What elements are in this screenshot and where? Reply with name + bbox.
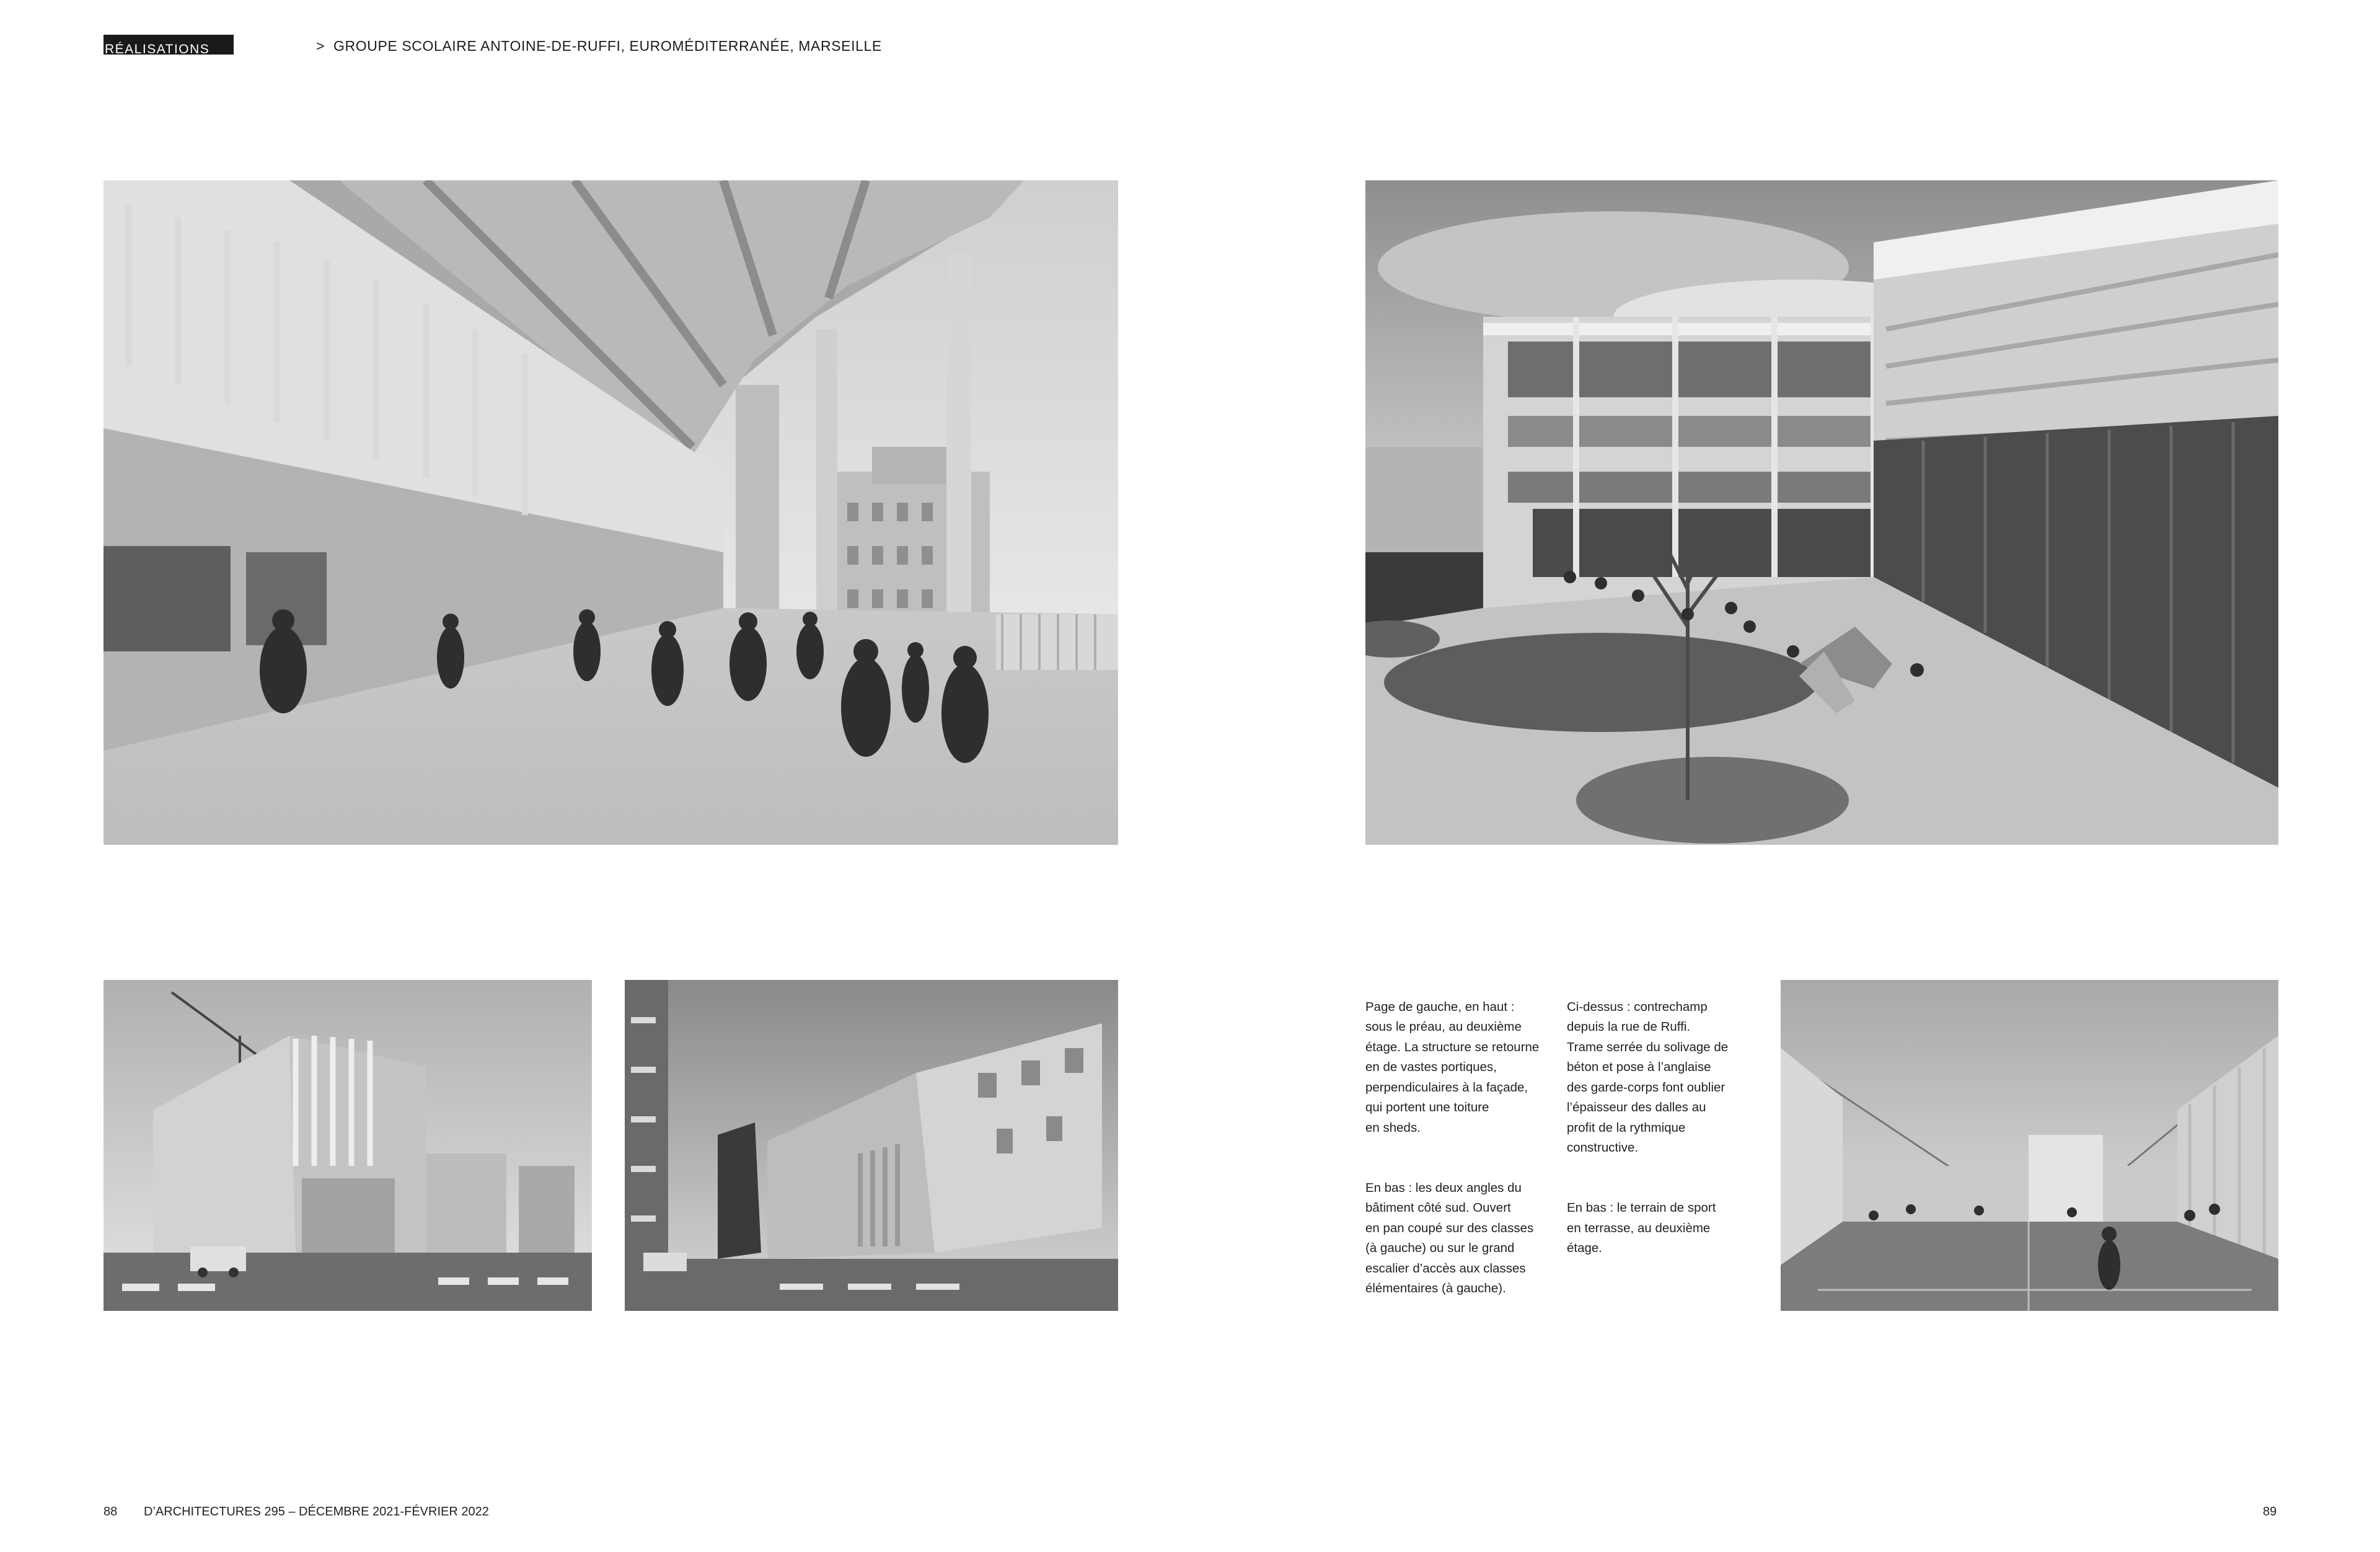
breadcrumb-title: GROUPE SCOLAIRE ANTOINE-DE-RUFFI, EUROMÉDITERRANÉE, MARSEILLE xyxy=(333,38,882,54)
page-number-right: 89 xyxy=(2263,1505,2277,1519)
photo-south-corner-stair xyxy=(625,980,1118,1311)
chevron-right-icon: > xyxy=(316,38,325,54)
caption-left-top: Page de gauche, en haut : sous le préau, au deuxième étage. La structure se retourne en de vastes portiques, perpendiculaires à la façade, qui portent une toiture en sheds. xyxy=(1365,999,1540,1135)
photo-preau-covered-playground xyxy=(104,180,1118,845)
caption-left-bottom: En bas : les deux angles du bâtiment côté sud. Ouvert en pan coupé sur des classes (à gauche) ou sur le grand escalier d’accès aux classes élémentaires (à gauche). xyxy=(1365,1180,1534,1295)
caption-right-bottom: En bas : le terrain de sport en terrasse, au deuxième étage. xyxy=(1567,1201,1716,1255)
photo-south-corner-classes xyxy=(104,980,592,1311)
issue-info: D’ARCHITECTURES 295 – DÉCEMBRE 2021-FÉVRIER 2022 xyxy=(144,1505,489,1519)
page-number-left: 88 xyxy=(104,1505,118,1519)
section-tag: RÉALISATIONS xyxy=(104,35,234,55)
caption-right-top: Ci-dessus : contrechamp depuis la rue de Ruffi. Trame serrée du solivage de béton et pose à l’anglaise des garde-corps font oublier l’épaisseur des dalles au profit de la rythmique constructive. xyxy=(1567,999,1729,1155)
caption-column-right xyxy=(1567,977,1753,1298)
article-breadcrumb xyxy=(316,37,882,55)
photo-courtyard-countershot xyxy=(1365,180,2278,845)
photo-rooftop-sports-field xyxy=(1781,980,2278,1311)
caption-column-left xyxy=(1365,977,1551,1339)
